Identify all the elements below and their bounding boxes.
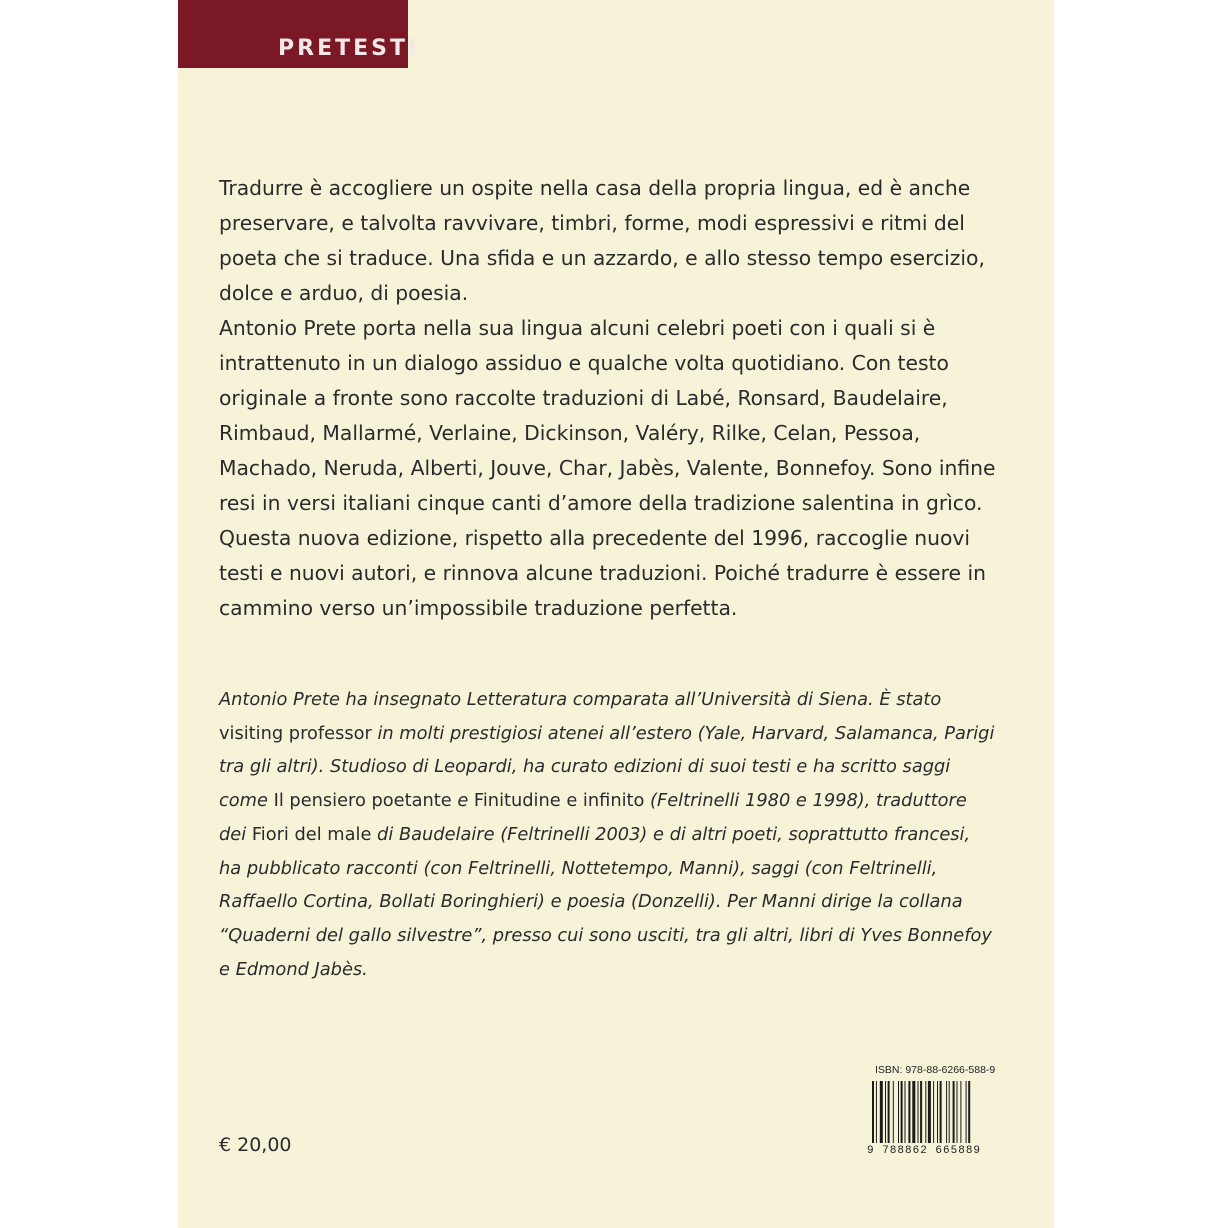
barcode-bar bbox=[885, 1081, 886, 1143]
barcode-bar bbox=[933, 1081, 934, 1143]
bio-segment: tra gli altri). Studioso di Leopardi, ha curato edizioni di suoi testi e ha scritto saggi bbox=[219, 756, 951, 778]
blurb-paragraph: Tradurre è accogliere un ospite nella casa della propria lingua, ed è anche preservare, e talvolta ravvivare, timbri, forme, modi espressivi e ritmi del poeta che si traduce. Una sfida e un azzardo, e allo stesso tempo esercizio, dolce e arduo, di poesia. bbox=[219, 176, 985, 305]
barcode-bar bbox=[957, 1081, 958, 1143]
bio-line bbox=[219, 953, 1019, 987]
bio-line bbox=[219, 885, 1019, 919]
bio-segment: Finitudine e infinito bbox=[473, 790, 645, 812]
blurb-text bbox=[219, 171, 1009, 626]
bio-segment: di Baudelaire (Feltrinelli 2003) e di altri poeti, soprattutto francesi, bbox=[371, 823, 971, 845]
barcode-bar bbox=[940, 1081, 942, 1143]
author-bio bbox=[219, 683, 1019, 986]
barcode-bar bbox=[872, 1081, 874, 1143]
bio-segment: come bbox=[219, 790, 274, 812]
barcode-bar bbox=[946, 1081, 947, 1143]
series-label: PRETESTI bbox=[278, 36, 420, 61]
barcode-bar bbox=[925, 1081, 926, 1143]
blurb-paragraph: Questa nuova edizione, rispetto alla precedente del 1996, raccoglie nuovi testi e nuovi autori, e rinnova alcune traduzioni. Poiché tradurre è essere in cammino verso un’impossibile traduzione perfetta. bbox=[219, 526, 986, 620]
back-cover bbox=[178, 0, 1054, 1228]
barcode-bar bbox=[888, 1081, 890, 1143]
barcode-bar bbox=[876, 1081, 877, 1143]
barcode-bar bbox=[960, 1081, 961, 1143]
bio-segment: visiting professor bbox=[219, 722, 372, 744]
blurb-paragraph: Antonio Prete porta nella sua lingua alcuni celebri poeti con i quali si è intrattenuto in un dialogo assiduo e qualche volta quotidiano. Con testo originale a fronte sono raccolte traduzioni di Labé, Ronsard, Baudelaire, Rimbaud, Mallarmé, Verlaine, Dickinson, Valéry, Rilke, Celan, Pessoa, Machado, Neruda, Alberti, Jouve, Char, Jabès, Valente, Bonnefoy. Sono infine resi in versi italiani cinque canti d’amore della tradizione salentina in grìco. bbox=[219, 316, 996, 515]
bio-segment: e Edmond Jabès. bbox=[219, 958, 368, 980]
barcode-bar bbox=[880, 1081, 883, 1143]
bio-line bbox=[219, 750, 1019, 784]
barcode-digits: 9 788862 665889 bbox=[867, 1145, 982, 1157]
barcode-bar bbox=[912, 1081, 915, 1143]
barcode-bar bbox=[937, 1081, 938, 1143]
barcode-bar bbox=[949, 1081, 950, 1143]
bio-segment: “Quaderni del gallo silvestre”, presso cui sono usciti, tra gli altri, libri di Yves Bonnefoy bbox=[219, 924, 992, 946]
barcode-bar bbox=[920, 1081, 922, 1143]
barcode-bar bbox=[898, 1081, 899, 1143]
barcode-bar bbox=[905, 1081, 906, 1143]
price-label: € 20,00 bbox=[219, 1134, 292, 1156]
barcode-bar bbox=[966, 1081, 967, 1143]
barcode-bar bbox=[953, 1081, 955, 1143]
bio-segment: (Feltrinelli 1980 e 1998), traduttore bbox=[644, 790, 967, 812]
isbn-label: ISBN: 978-88-6266-588-9 bbox=[875, 1064, 996, 1076]
barcode-bar bbox=[968, 1081, 970, 1143]
bio-segment: Fiori del male bbox=[251, 823, 372, 845]
bio-segment: Antonio Prete ha insegnato Letteratura comparata all’Università di Siena. È stato bbox=[219, 689, 942, 710]
bio-line bbox=[219, 818, 1019, 852]
bio-segment: e bbox=[451, 790, 474, 812]
bio-line bbox=[219, 717, 1019, 751]
bio-segment: ha pubblicato racconti (con Feltrinelli, Nottetempo, Manni), saggi (con Feltrinelli, bbox=[219, 857, 938, 879]
bio-segment: dei bbox=[219, 823, 252, 845]
series-band bbox=[178, 0, 420, 68]
bio-line bbox=[219, 919, 1019, 953]
bio-line bbox=[219, 852, 1019, 886]
barcode-bar bbox=[893, 1081, 894, 1143]
bio-segment: Raffaello Cortina, Bollati Boringhieri) e poesia (Donzelli). Per Manni dirige la collana bbox=[219, 891, 963, 913]
bio-line bbox=[219, 683, 1019, 717]
barcode-bar bbox=[928, 1081, 931, 1143]
barcode-bar bbox=[901, 1081, 903, 1143]
bio-segment: in molti prestigiosi atenei all’estero (Yale, Harvard, Salamanca, Parigi bbox=[371, 722, 995, 744]
barcode-bar bbox=[918, 1081, 919, 1143]
bio-segment: Il pensiero poetante bbox=[273, 790, 452, 812]
barcode-bar bbox=[908, 1081, 910, 1143]
bio-line bbox=[219, 784, 1019, 818]
